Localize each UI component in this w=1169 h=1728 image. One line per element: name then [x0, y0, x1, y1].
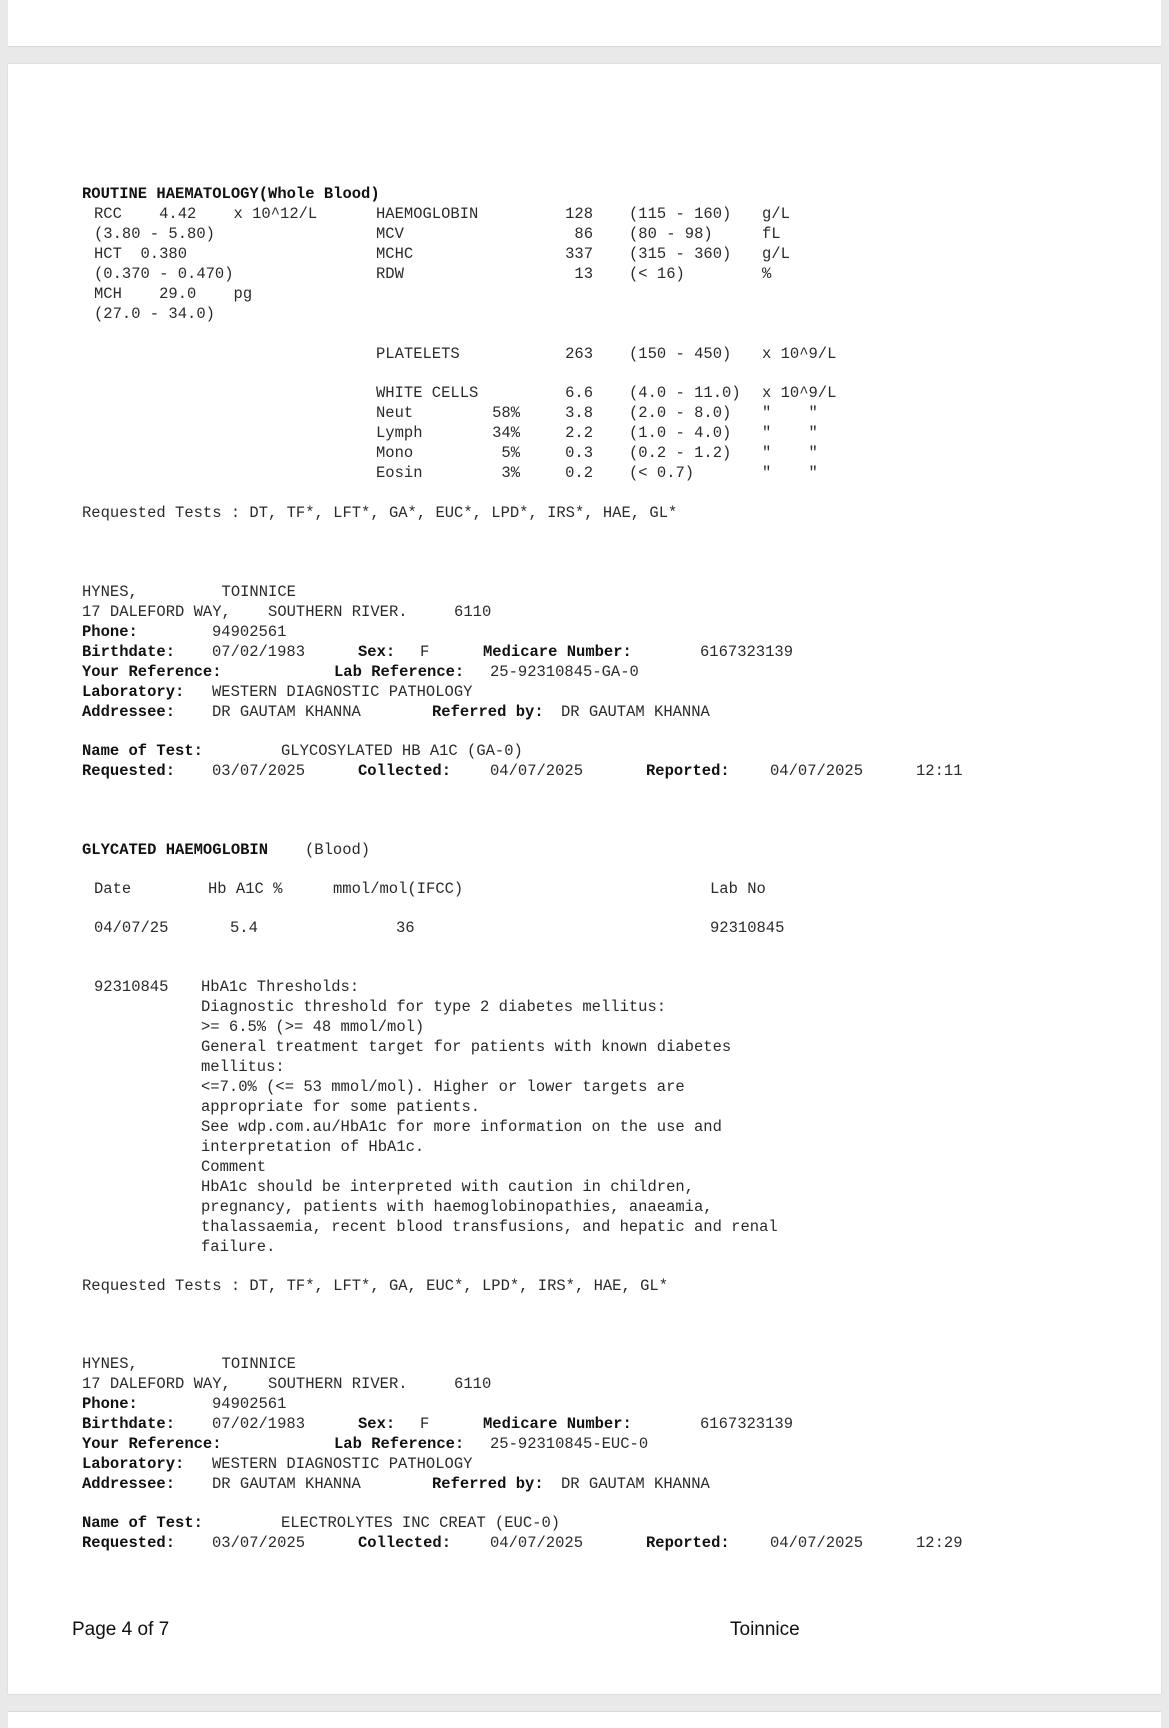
test-value: 6.6 — [565, 384, 593, 402]
test-range: (115 - 160) — [629, 205, 732, 223]
sex-label: Sex: — [358, 1415, 396, 1433]
mch-result: MCH 29.0 pg — [94, 285, 253, 303]
mch-range: (27.0 - 34.0) — [94, 305, 215, 323]
comment-line: HbA1c Thresholds: — [201, 978, 360, 996]
test-value: 3.8 — [565, 404, 593, 422]
hct-range: (0.370 - 0.470) — [94, 265, 234, 283]
test-name: MCHC — [376, 245, 414, 263]
test-name: WHITE CELLS — [376, 384, 479, 402]
laboratory-label: Laboratory: — [82, 683, 185, 701]
test-name-label: Name of Test: — [82, 742, 203, 760]
test-range: (80 - 98) — [629, 225, 713, 243]
rcc-range: (3.80 - 5.80) — [94, 225, 215, 243]
col-date-header: Date — [94, 880, 132, 898]
reported-date: 04/07/2025 — [770, 1534, 864, 1552]
reported-time: 12:29 — [916, 1534, 963, 1552]
birthdate-value: 07/02/1983 — [212, 643, 306, 661]
referred-by-value: DR GAUTAM KHANNA — [561, 1475, 710, 1493]
phone-value: 94902561 — [212, 623, 287, 641]
comment-labno: 92310845 — [94, 978, 169, 996]
birthdate-label: Birthdate: — [82, 643, 176, 661]
row-mmol: 36 — [396, 919, 415, 937]
test-name: PLATELETS — [376, 345, 460, 363]
test-name-label: Name of Test: — [82, 1514, 203, 1532]
medicare-value: 6167323139 — [700, 643, 794, 661]
comment-line: interpretation of HbA1c. — [201, 1138, 425, 1156]
comment-line: mellitus: — [201, 1058, 285, 1076]
lab-reference-label: Lab Reference: — [334, 1435, 465, 1453]
addressee-value: DR GAUTAM KHANNA — [212, 1475, 361, 1493]
next-page-edge — [8, 1711, 1161, 1728]
comment-line: thalassaemia, recent blood transfusions, and hepatic and renal — [201, 1218, 778, 1236]
patient-name: HYNES, TOINNICE — [82, 583, 296, 601]
hct-result: HCT 0.380 — [94, 245, 188, 263]
test-range: (315 - 360) — [629, 245, 732, 263]
test-percent: 34% — [492, 424, 520, 442]
reported-date: 04/07/2025 — [770, 762, 864, 780]
birthdate-value: 07/02/1983 — [212, 1415, 306, 1433]
laboratory-value: WESTERN DIAGNOSTIC PATHOLOGY — [212, 1455, 473, 1473]
comment-line: pregnancy, patients with haemoglobinopathies, anaeamia, — [201, 1198, 713, 1216]
referred-by-value: DR GAUTAM KHANNA — [561, 703, 710, 721]
phone-label: Phone: — [82, 1395, 138, 1413]
test-value: 86 — [574, 225, 593, 243]
test-value: 263 — [565, 345, 593, 363]
test-name: MCV — [376, 225, 404, 243]
test-range: (150 - 450) — [629, 345, 732, 363]
previous-page-edge — [8, 0, 1161, 47]
lab-reference-value: 25-92310845-EUC-0 — [490, 1435, 649, 1453]
test-range: (1.0 - 4.0) — [629, 424, 732, 442]
row-labno: 92310845 — [710, 919, 785, 937]
test-unit: g/L — [762, 205, 790, 223]
comment-line: appropriate for some patients. — [201, 1098, 481, 1116]
patient-name: HYNES, TOINNICE — [82, 1355, 296, 1373]
requested-tests: Requested Tests : DT, TF*, LFT*, GA, EUC*, LPD*, IRS*, HAE, GL* — [82, 1277, 668, 1295]
test-value: 2.2 — [565, 424, 593, 442]
collected-label: Collected: — [358, 1534, 452, 1552]
addressee-value: DR GAUTAM KHANNA — [212, 703, 361, 721]
test-range: (4.0 - 11.0) — [629, 384, 741, 402]
requested-tests: Requested Tests : DT, TF*, LFT*, GA*, EUC*, LPD*, IRS*, HAE, GL* — [82, 504, 678, 522]
test-name: HAEMOGLOBIN — [376, 205, 479, 223]
lab-reference-label: Lab Reference: — [334, 663, 465, 681]
test-unit: " " — [762, 424, 818, 442]
test-unit: x 10^9/L — [762, 345, 837, 363]
reported-time: 12:11 — [916, 762, 963, 780]
comment-line: Comment — [201, 1158, 267, 1176]
glycated-specimen: (Blood) — [305, 841, 371, 859]
patient-address: 17 DALEFORD WAY, SOUTHERN RIVER. 6110 — [82, 603, 492, 621]
reported-label: Reported: — [646, 1534, 730, 1552]
test-name: Eosin — [376, 464, 423, 482]
medicare-value: 6167323139 — [700, 1415, 794, 1433]
test-value: 13 — [574, 265, 593, 283]
test-name: Neut — [376, 404, 414, 422]
sex-value: F — [420, 643, 430, 661]
requested-date: 03/07/2025 — [212, 762, 306, 780]
phone-value: 94902561 — [212, 1395, 287, 1413]
sex-label: Sex: — [358, 643, 396, 661]
test-percent: 3% — [501, 464, 520, 482]
medicare-label: Medicare Number: — [483, 1415, 632, 1433]
col-mmol-header: mmol/mol(IFCC) — [333, 880, 464, 898]
page-number: Page 4 of 7 — [72, 1619, 170, 1640]
test-unit: x 10^9/L — [762, 384, 837, 402]
test-unit: fL — [762, 225, 781, 243]
requested-label: Requested: — [82, 1534, 176, 1552]
test-name: Lymph — [376, 424, 423, 442]
comment-line: <=7.0% (<= 53 mmol/mol). Higher or lower targets are — [201, 1078, 685, 1096]
collected-label: Collected: — [358, 762, 452, 780]
lab-reference-value: 25-92310845-GA-0 — [490, 663, 639, 681]
comment-line: See wdp.com.au/HbA1c for more information on the use and — [201, 1118, 722, 1136]
test-name-value: GLYCOSYLATED HB A1C (GA-0) — [281, 742, 523, 760]
test-unit: " " — [762, 464, 818, 482]
test-value: 0.2 — [565, 464, 593, 482]
comment-line: HbA1c should be interpreted with caution in children, — [201, 1178, 694, 1196]
comment-line: General treatment target for patients with known diabetes — [201, 1038, 732, 1056]
col-labno-header: Lab No — [710, 880, 766, 898]
test-value: 128 — [565, 205, 593, 223]
your-reference-label: Your Reference: — [82, 1435, 222, 1453]
comment-line: failure. — [201, 1238, 276, 1256]
reported-label: Reported: — [646, 762, 730, 780]
comment-line: Diagnostic threshold for type 2 diabetes mellitus: — [201, 998, 667, 1016]
test-range: (< 0.7) — [629, 464, 695, 482]
addressee-label: Addressee: — [82, 703, 176, 721]
collected-date: 04/07/2025 — [490, 762, 584, 780]
your-reference-label: Your Reference: — [82, 663, 222, 681]
test-unit: " " — [762, 444, 818, 462]
test-value: 0.3 — [565, 444, 593, 462]
laboratory-label: Laboratory: — [82, 1455, 185, 1473]
test-percent: 58% — [492, 404, 520, 422]
row-date: 04/07/25 — [94, 919, 169, 937]
patient-address: 17 DALEFORD WAY, SOUTHERN RIVER. 6110 — [82, 1375, 492, 1393]
phone-label: Phone: — [82, 623, 138, 641]
test-unit: " " — [762, 404, 818, 422]
test-range: (0.2 - 1.2) — [629, 444, 732, 462]
test-range: (2.0 - 8.0) — [629, 404, 732, 422]
test-unit: % — [762, 265, 772, 283]
test-unit: g/L — [762, 245, 790, 263]
test-name: RDW — [376, 265, 404, 283]
comment-line: >= 6.5% (>= 48 mmol/mol) — [201, 1018, 425, 1036]
glycated-title: GLYCATED HAEMOGLOBIN — [82, 841, 269, 859]
col-hba1c-header: Hb A1C % — [208, 880, 283, 898]
requested-label: Requested: — [82, 762, 176, 780]
report-page — [8, 64, 1161, 1694]
referred-by-label: Referred by: — [432, 1475, 544, 1493]
collected-date: 04/07/2025 — [490, 1534, 584, 1552]
addressee-label: Addressee: — [82, 1475, 176, 1493]
test-name-value: ELECTROLYTES INC CREAT (EUC-0) — [281, 1514, 561, 1532]
sex-value: F — [420, 1415, 430, 1433]
test-name: Mono — [376, 444, 414, 462]
rcc-result: RCC 4.42 x 10^12/L — [94, 205, 318, 223]
birthdate-label: Birthdate: — [82, 1415, 176, 1433]
referred-by-label: Referred by: — [432, 703, 544, 721]
laboratory-value: WESTERN DIAGNOSTIC PATHOLOGY — [212, 683, 473, 701]
medicare-label: Medicare Number: — [483, 643, 632, 661]
requested-date: 03/07/2025 — [212, 1534, 306, 1552]
test-percent: 5% — [501, 444, 520, 462]
footer-patient-name: Toinnice — [730, 1619, 800, 1640]
row-hba1c: 5.4 — [230, 919, 258, 937]
test-range: (< 16) — [629, 265, 685, 283]
haematology-title: ROUTINE HAEMATOLOGY(Whole Blood) — [82, 185, 380, 203]
test-value: 337 — [565, 245, 593, 263]
